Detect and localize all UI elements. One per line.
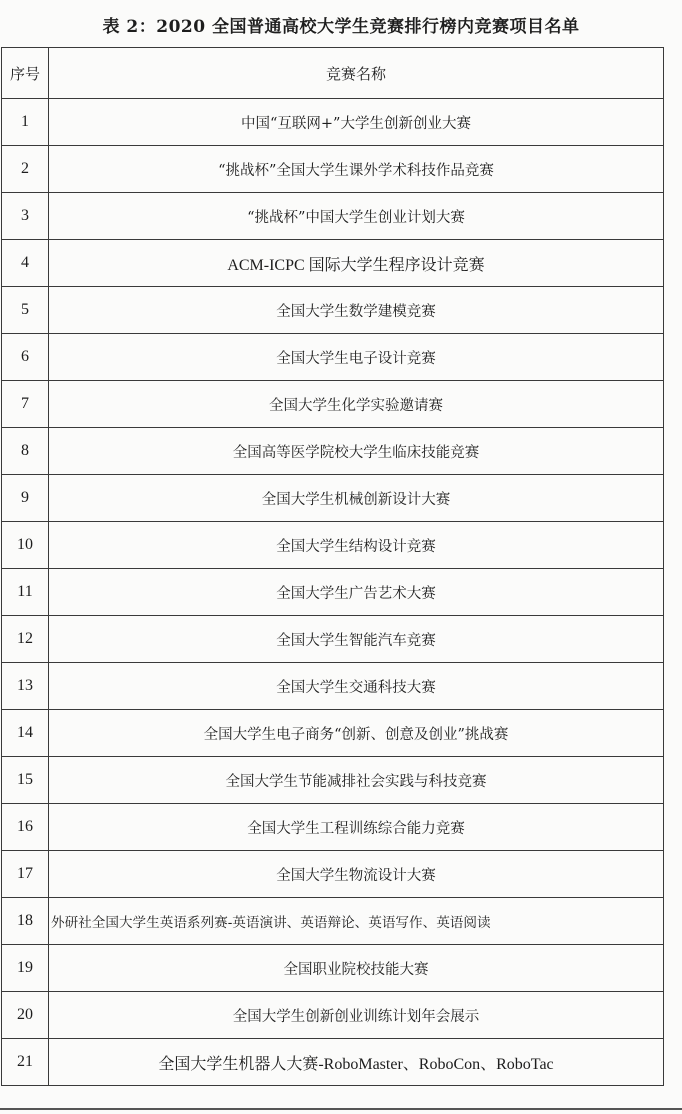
row-name: 全国大学生电子设计竞赛 — [49, 334, 664, 381]
table-row — [2, 804, 664, 851]
row-name: 全国大学生机械创新设计大赛 — [49, 475, 664, 522]
row-index: 20 — [2, 992, 49, 1039]
row-index: 9 — [2, 475, 49, 522]
table-row — [2, 992, 664, 1039]
row-name: 全国职业院校技能大赛 — [49, 945, 664, 992]
table-row — [2, 334, 664, 381]
row-name: ACM-ICPC 国际大学生程序设计竞赛 — [49, 240, 664, 287]
row-name: “挑战杯”中国大学生创业计划大赛 — [49, 193, 664, 240]
table-row — [2, 1039, 664, 1086]
table-row — [2, 522, 664, 569]
header-index: 序号 — [2, 48, 49, 99]
row-name: 全国高等医学院校大学生临床技能竞赛 — [49, 428, 664, 475]
table-row — [2, 99, 664, 146]
table-row — [2, 240, 664, 287]
row-index: 10 — [2, 522, 49, 569]
row-name: 全国大学生广告艺术大赛 — [49, 569, 664, 616]
bottom-divider — [0, 1108, 682, 1110]
table-header-row — [2, 48, 664, 99]
table-row — [2, 146, 664, 193]
table-title: 表 2：2020 全国普通高校大学生竞赛排行榜内竞赛项目名单 — [102, 17, 580, 37]
row-index: 4 — [2, 240, 49, 287]
table-row — [2, 898, 664, 945]
row-name: 全国大学生物流设计大赛 — [49, 851, 664, 898]
row-index: 6 — [2, 334, 49, 381]
row-index: 13 — [2, 663, 49, 710]
row-index: 19 — [2, 945, 49, 992]
table-row — [2, 663, 664, 710]
table-row — [2, 616, 664, 663]
row-name: 全国大学生节能减排社会实践与科技竞赛 — [49, 757, 664, 804]
row-index: 11 — [2, 569, 49, 616]
table-row — [2, 710, 664, 757]
row-name: 全国大学生电子商务“创新、创意及创业”挑战赛 — [49, 710, 664, 757]
row-index: 7 — [2, 381, 49, 428]
row-name: “挑战杯”全国大学生课外学术科技作品竞赛 — [49, 146, 664, 193]
row-name: 全国大学生智能汽车竞赛 — [49, 616, 664, 663]
row-index: 5 — [2, 287, 49, 334]
table-row — [2, 569, 664, 616]
row-name: 全国大学生结构设计竞赛 — [49, 522, 664, 569]
row-name: 全国大学生工程训练综合能力竞赛 — [49, 804, 664, 851]
row-index: 2 — [2, 146, 49, 193]
row-name: 中国“互联网+”大学生创新创业大赛 — [49, 99, 664, 146]
table-row — [2, 851, 664, 898]
row-index: 14 — [2, 710, 49, 757]
row-index: 18 — [2, 898, 49, 945]
row-index: 16 — [2, 804, 49, 851]
row-name: 外研社全国大学生英语系列赛-英语演讲、英语辩论、英语写作、英语阅读 — [49, 898, 664, 945]
row-index: 1 — [2, 99, 49, 146]
table-row — [2, 475, 664, 522]
row-name: 全国大学生交通科技大赛 — [49, 663, 664, 710]
table-row — [2, 428, 664, 475]
row-name: 全国大学生数学建模竞赛 — [49, 287, 664, 334]
table-row — [2, 945, 664, 992]
row-name: 全国大学生化学实验邀请赛 — [49, 381, 664, 428]
row-index: 21 — [2, 1039, 49, 1086]
table-row — [2, 287, 664, 334]
row-name: 全国大学生创新创业训练计划年会展示 — [49, 992, 664, 1039]
header-name: 竞赛名称 — [49, 48, 664, 99]
row-index: 15 — [2, 757, 49, 804]
table-row — [2, 193, 664, 240]
row-index: 3 — [2, 193, 49, 240]
row-index: 17 — [2, 851, 49, 898]
row-name: 全国大学生机器人大赛-RoboMaster、RoboCon、RoboTac — [49, 1039, 664, 1086]
table-row — [2, 381, 664, 428]
table-row — [2, 757, 664, 804]
row-index: 8 — [2, 428, 49, 475]
row-index: 12 — [2, 616, 49, 663]
competition-table — [1, 47, 664, 1086]
